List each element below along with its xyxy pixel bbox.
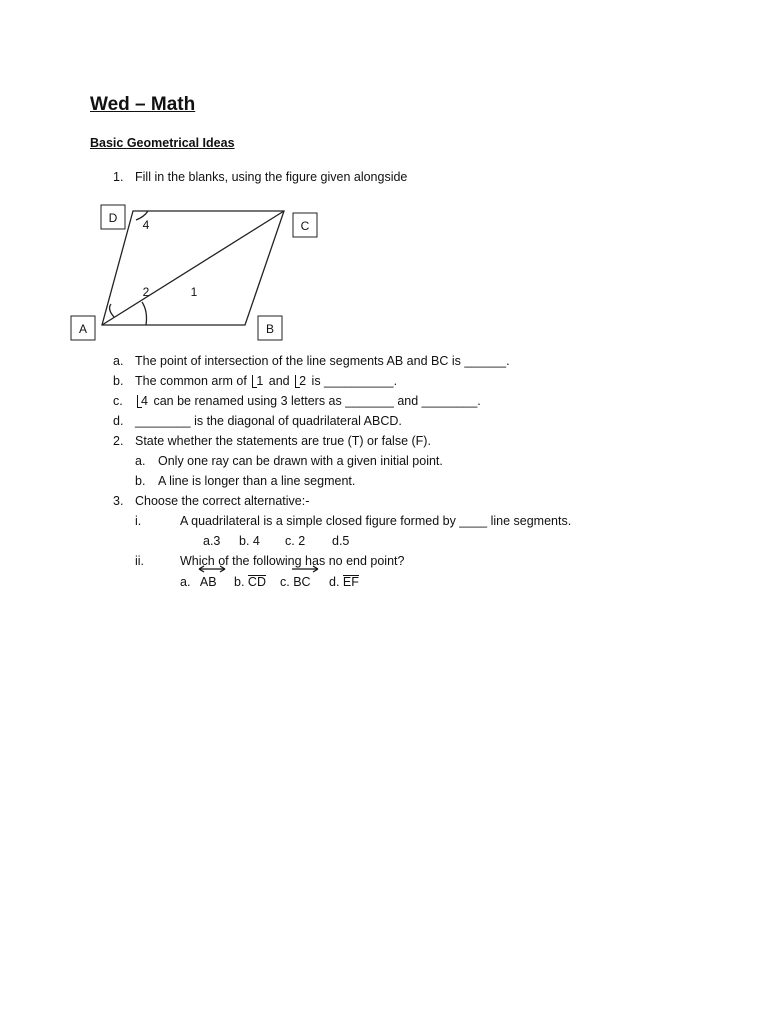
option-prefix: d. <box>329 575 340 589</box>
vertex-label-c: C <box>300 219 310 233</box>
q1b-pre: The common arm of <box>135 374 247 388</box>
q1c-mark: c. <box>113 394 123 408</box>
q1b-mid: and <box>268 374 290 388</box>
q3ii-option-a <box>180 574 217 590</box>
q3i-option-b: b. 4 <box>239 534 260 548</box>
q3ii-mark: ii. <box>135 554 145 568</box>
angle-label-1: 1 <box>190 285 198 299</box>
angle-symbol-4 <box>137 393 148 409</box>
q3-number: 3. <box>113 494 124 508</box>
section-heading: Basic Geometrical Ideas <box>90 136 235 150</box>
q3i-option-a: a.3 <box>203 534 221 548</box>
q3ii-option-c <box>280 574 311 590</box>
page-title: Wed – Math <box>90 94 196 115</box>
q2-number: 2. <box>113 434 124 448</box>
q1b-post: is __________. <box>311 374 398 388</box>
q3i-option-c: c. 2 <box>285 534 306 548</box>
vertex-label-a: A <box>78 322 88 336</box>
q1d-mark: d. <box>113 414 124 428</box>
q1b-text <box>135 373 397 389</box>
parallelogram-figure <box>60 195 330 345</box>
option-label: AB <box>199 575 217 589</box>
q1-text: Fill in the blanks, using the figure given alongside <box>135 170 408 184</box>
diagonal-ac <box>102 211 284 325</box>
segment-notation-ef <box>343 575 359 589</box>
segment-notation-cd <box>248 575 266 589</box>
q1a-mark: a. <box>113 354 124 368</box>
q1b-mark: b. <box>113 374 124 388</box>
q2a-text: Only one ray can be drawn with a given initial point. <box>158 454 443 468</box>
q1c-post: can be renamed using 3 letters as _______ and ________. <box>153 394 481 408</box>
angle-arc-a-small <box>110 304 114 317</box>
q2a-mark: a. <box>135 454 146 468</box>
double-arrow-icon <box>197 565 227 573</box>
angle-number: 1 <box>256 374 264 388</box>
angle-symbol-1 <box>252 373 263 389</box>
angle-label-4: 4 <box>142 218 150 232</box>
right-arrow-icon <box>290 565 320 573</box>
vertex-label-b: B <box>265 322 275 336</box>
q3-text: Choose the correct alternative:- <box>135 494 310 508</box>
q3ii-option-d <box>329 574 359 590</box>
option-label: EF <box>342 575 359 589</box>
option-prefix: a. <box>180 575 191 589</box>
q3i-option-d: d.5 <box>332 534 350 548</box>
vertex-label-d: D <box>108 211 118 225</box>
q2b-mark: b. <box>135 474 146 488</box>
q1c-text <box>135 393 481 409</box>
q1d-text: ________ is the diagonal of quadrilateral ABCD. <box>135 414 402 428</box>
q3ii-option-b <box>234 574 266 590</box>
option-label: BC <box>293 575 311 589</box>
option-prefix: c. <box>280 575 290 589</box>
line-notation-ab <box>200 574 217 590</box>
q1-number: 1. <box>113 170 124 184</box>
option-prefix: b. <box>234 575 245 589</box>
q2b-text: A line is longer than a line segment. <box>158 474 356 488</box>
angle-number: 2 <box>299 374 307 388</box>
angle-arc-a-large <box>142 302 147 325</box>
q3i-mark: i. <box>135 514 142 528</box>
q1a-text: The point of intersection of the line segments AB and BC is ______. <box>135 354 510 368</box>
ray-notation-bc <box>293 574 310 590</box>
angle-number: 4 <box>141 394 148 408</box>
q3ii-text: Which of the following has no end point? <box>180 554 405 568</box>
q2-text: State whether the statements are true (T) or false (F). <box>135 434 431 448</box>
option-label: CD <box>247 575 266 589</box>
angle-symbol-2 <box>295 373 306 389</box>
angle-label-2: 2 <box>142 285 150 299</box>
q3i-text: A quadrilateral is a simple closed figure formed by ____ line segments. <box>180 514 572 528</box>
